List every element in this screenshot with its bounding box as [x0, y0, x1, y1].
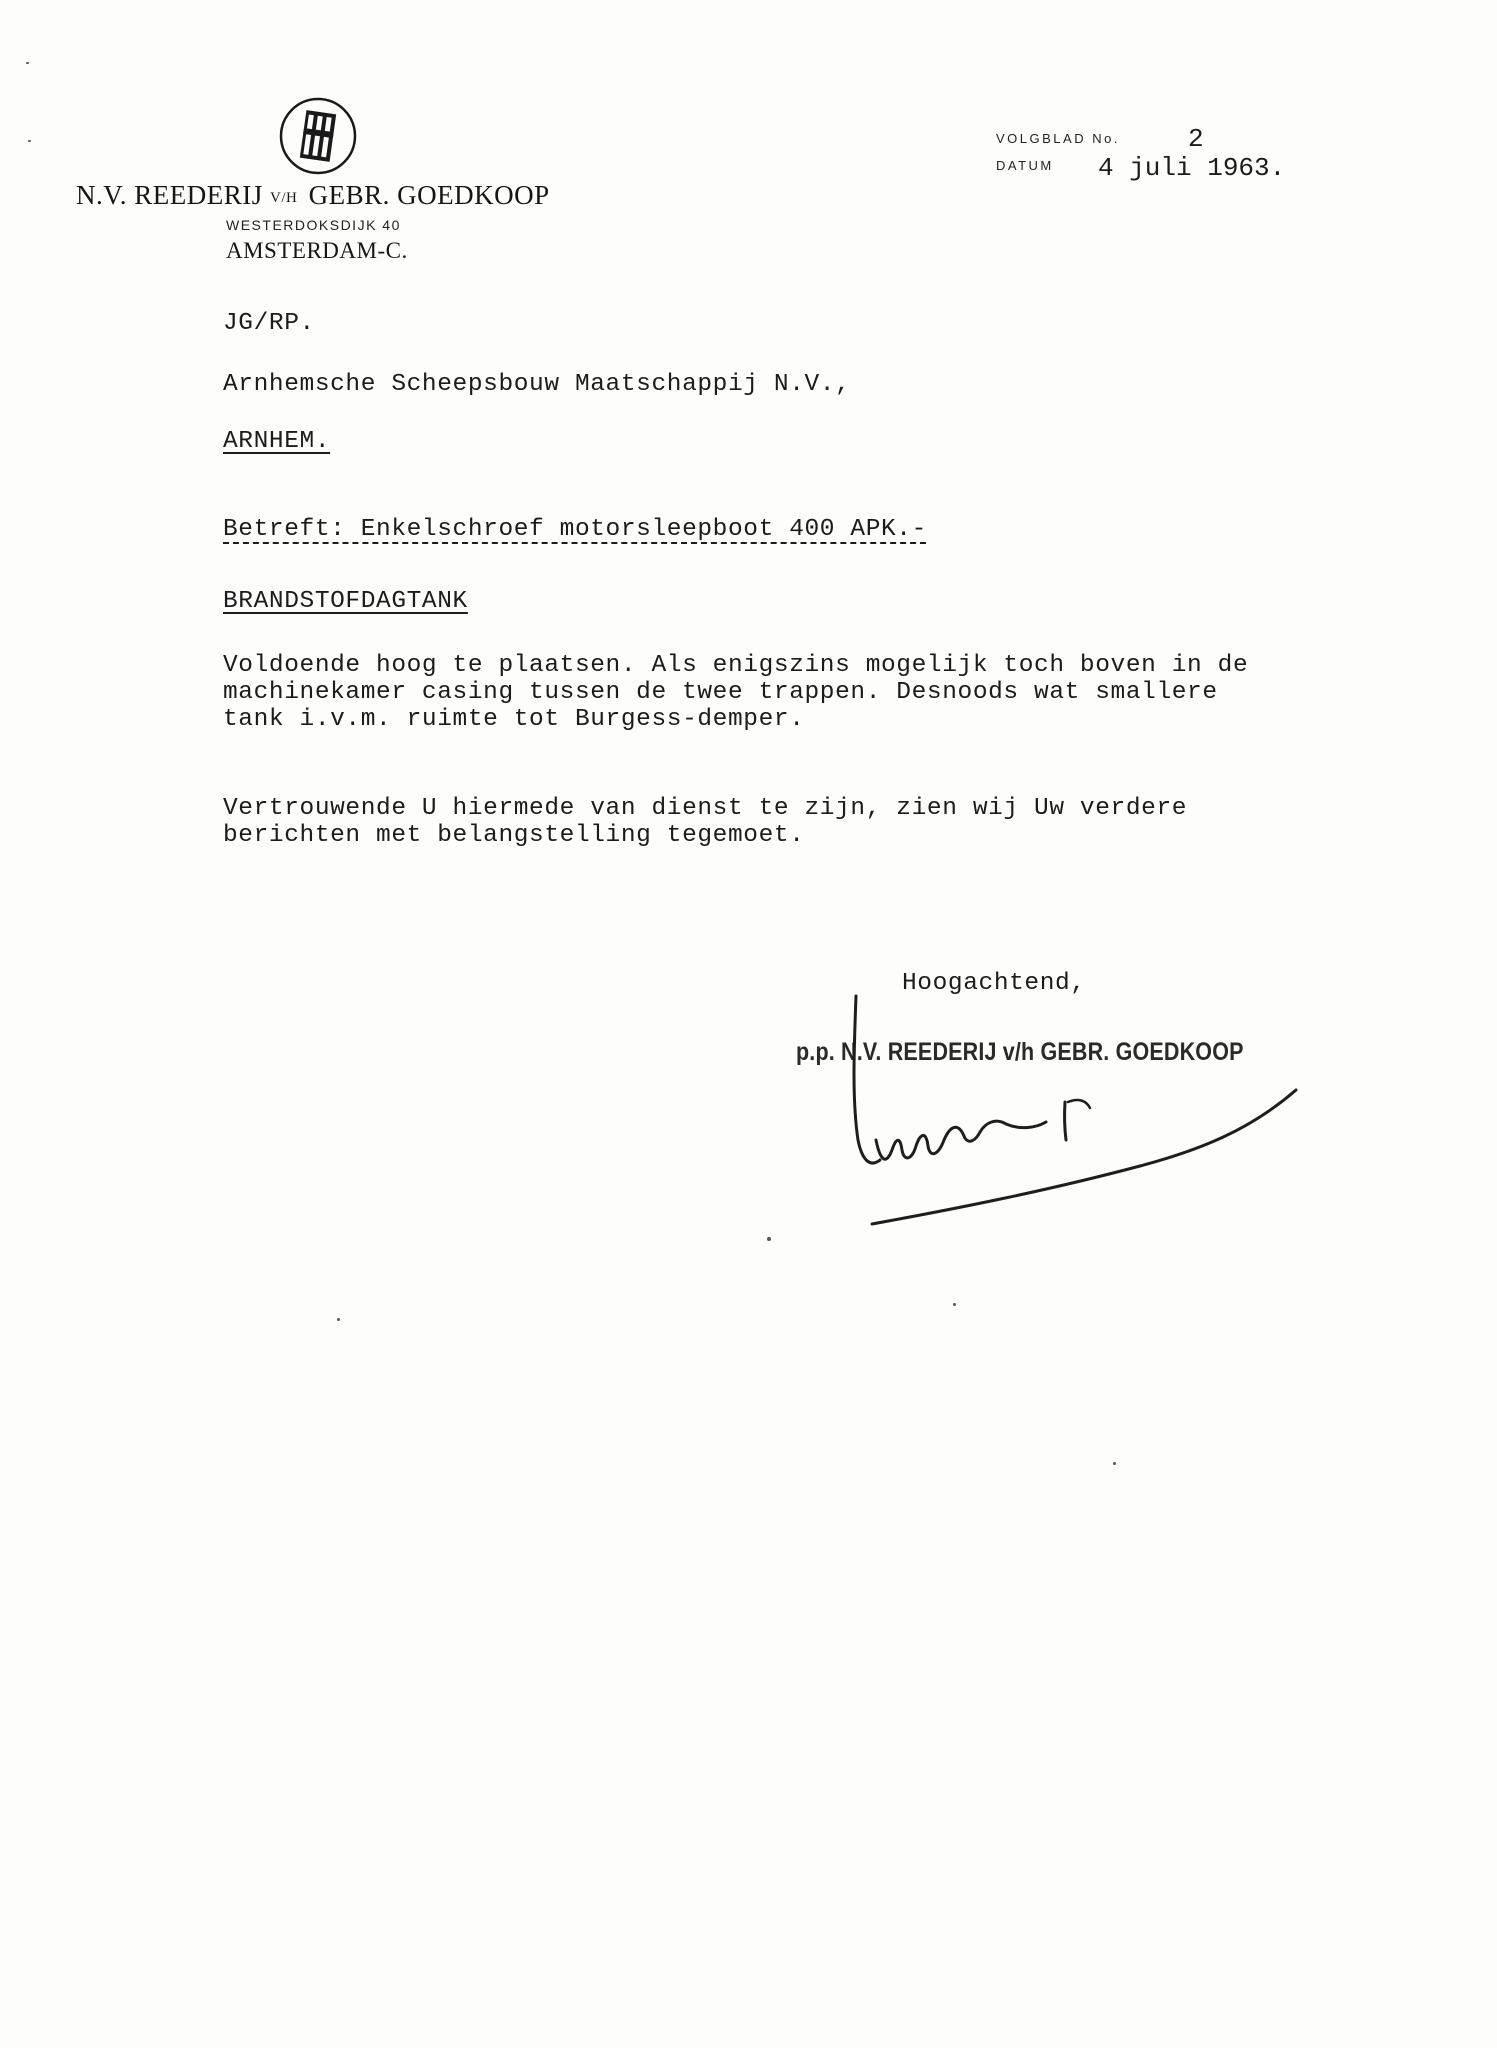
closing: Hoogachtend,	[902, 970, 1086, 997]
recipient-city: ARNHEM.	[223, 428, 331, 455]
recipient: Arnhemsche Scheepsbouw Maatschappij N.V.,	[223, 371, 851, 398]
company-street: WESTERDOKSDIJK 40	[226, 217, 401, 233]
section-heading: BRANDSTOFDAGTANK	[223, 588, 468, 615]
paragraph-line: Vertrouwende U hiermede van dienst te zijn, zien wij Uw verdere	[223, 795, 1188, 822]
reference: JG/RP.	[223, 310, 315, 337]
sheet-label: VOLGBLAD No.	[996, 131, 1120, 146]
paragraph-line: tank i.v.m. ruimte tot Burgess-demper.	[223, 706, 805, 733]
company-vh: V/H	[270, 190, 298, 206]
scan-speck	[28, 140, 31, 142]
scan-speck	[26, 62, 29, 64]
paragraph-line: machinekamer casing tussen de twee trappen. Desnoods wat smallere	[223, 679, 1218, 706]
scan-speck	[337, 1318, 340, 1321]
paragraph-line: berichten met belangstelling tegemoet.	[223, 822, 805, 849]
company-stamp: p.p. N.V. REEDERIJ v/h GEBR. GOEDKOOP	[796, 1038, 1244, 1066]
company-logo	[278, 96, 358, 176]
paragraph-line: Voldoende hoog te plaatsen. Als enigszins mogelijk toch boven in de	[223, 652, 1249, 679]
company-city: AMSTERDAM-C.	[226, 238, 408, 263]
company-prefix: N.V. REEDERIJ	[76, 180, 263, 210]
date-label: DATUM	[996, 158, 1054, 173]
sheet-value: 2	[1188, 124, 1204, 154]
handwritten-signature	[840, 990, 1310, 1240]
scan-speck	[767, 1237, 771, 1241]
date-value: 4 juli 1963.	[1098, 153, 1286, 183]
company-name	[76, 180, 550, 211]
scan-speck	[1113, 1462, 1116, 1465]
scan-speck	[953, 1303, 956, 1306]
company-suffix: GEBR. GOEDKOOP	[308, 180, 550, 210]
subject-line: Betreft: Enkelschroef motorsleepboot 400 APK.-	[223, 516, 927, 543]
